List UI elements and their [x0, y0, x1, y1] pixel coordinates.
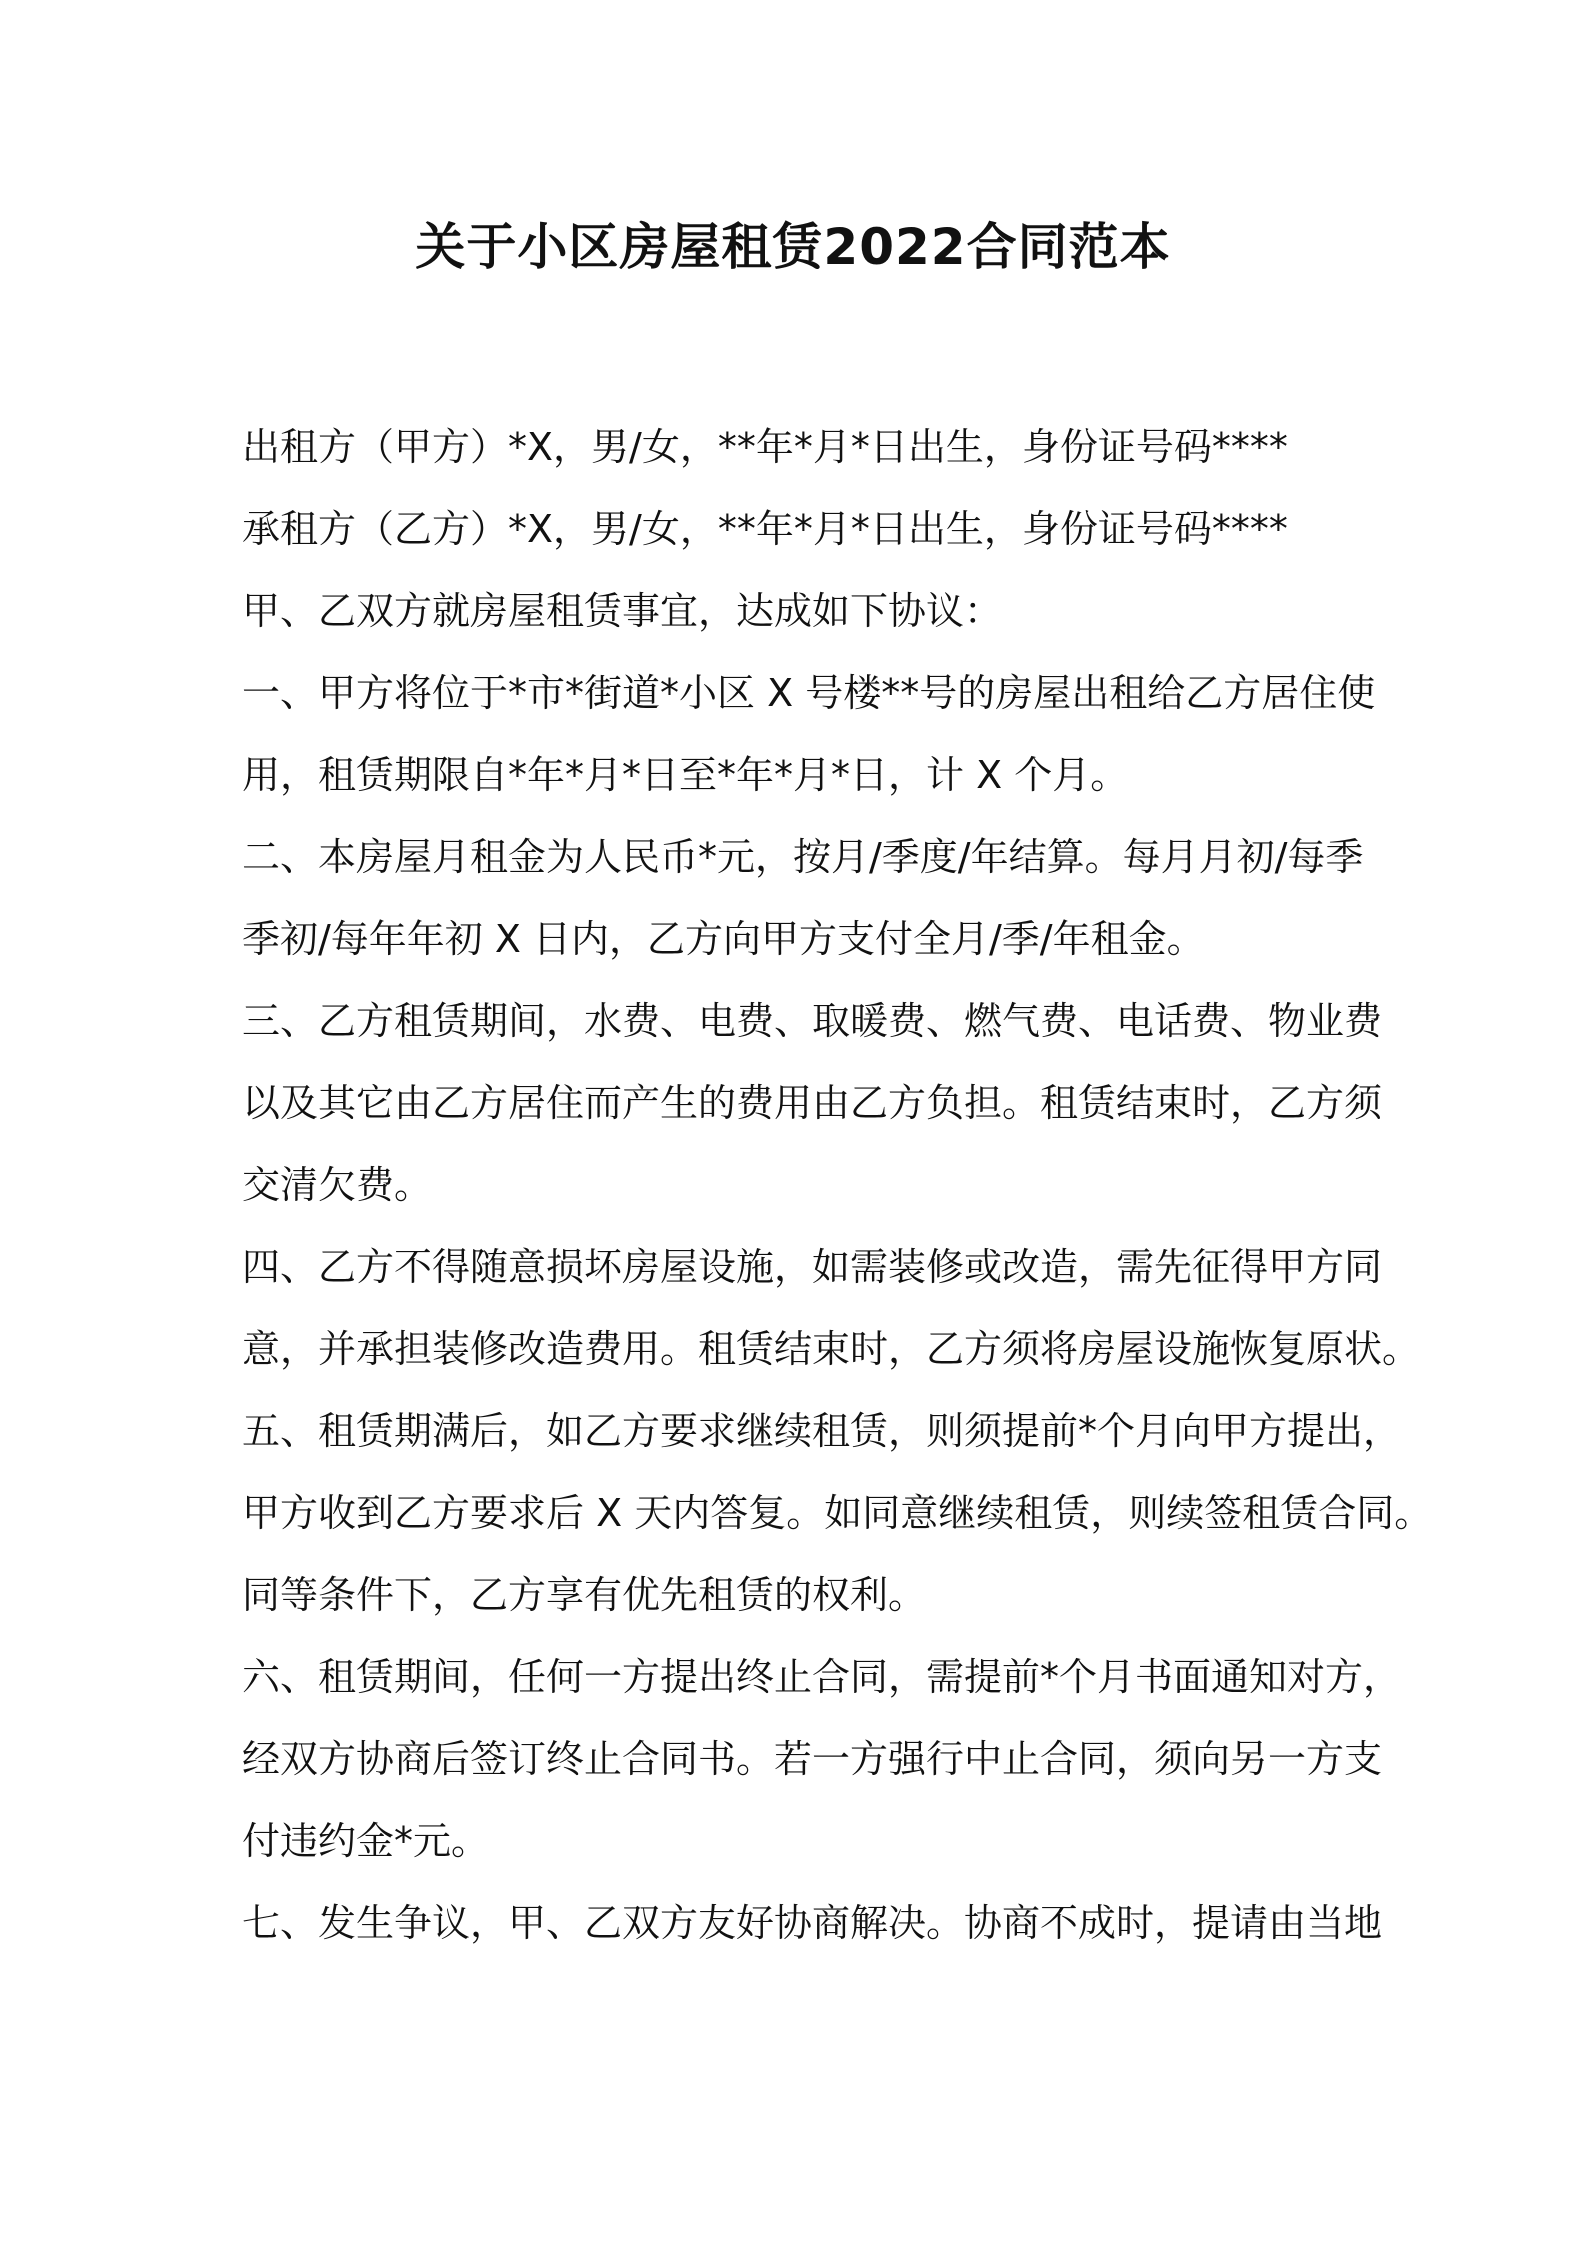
text-line-clause-5-cont: 甲方收到乙方要求后 X 天内答复。如同意继续租赁，则续签租赁合同。	[242, 1491, 1433, 1535]
text-line-clause-5-end: 同等条件下，乙方享有优先租赁的权利。	[242, 1573, 927, 1617]
text-line-clause-6-cont: 经双方协商后签订终止合同书。若一方强行中止合同，须向另一方支	[242, 1737, 1383, 1781]
text-line-party-b: 承租方（乙方）*X，男/女，**年*月*日出生，身份证号码****	[242, 507, 1288, 551]
text-line-clause-3: 三、乙方租赁期间，水费、电费、取暖费、燃气费、电话费、物业费	[242, 999, 1383, 1043]
text-line-clause-1: 一、甲方将位于*市*街道*小区 X 号楼**号的房屋出租给乙方居住使	[242, 671, 1376, 715]
text-line-clause-3-end: 交清欠费。	[242, 1163, 433, 1207]
text-line-clause-5: 五、租赁期满后，如乙方要求继续租赁，则须提前*个月向甲方提出，	[242, 1409, 1402, 1453]
text-line-clause-2-cont: 季初/每年年初 X 日内，乙方向甲方支付全月/季/年租金。	[242, 917, 1205, 961]
document-title: 关于小区房屋租赁2022合同范本	[415, 218, 1171, 276]
text-line-clause-7: 七、发生争议，甲、乙双方友好协商解决。协商不成时，提请由当地	[242, 1901, 1383, 1945]
text-line-clause-6: 六、租赁期间，任何一方提出终止合同，需提前*个月书面通知对方，	[242, 1655, 1402, 1699]
text-line-agreement-intro: 甲、乙双方就房屋租赁事宜，达成如下协议：	[242, 589, 1003, 633]
document-body	[242, 406, 1433, 1964]
text-line-clause-4-cont: 意，并承担装修改造费用。租赁结束时，乙方须将房屋设施恢复原状。	[242, 1327, 1421, 1371]
text-line-clause-6-end: 付违约金*元。	[242, 1819, 490, 1863]
text-line-clause-3-cont: 以及其它由乙方居住而产生的费用由乙方负担。租赁结束时，乙方须	[242, 1081, 1383, 1125]
text-line-clause-4: 四、乙方不得随意损坏房屋设施，如需装修或改造，需先征得甲方同	[242, 1245, 1383, 1289]
text-line-clause-2: 二、本房屋月租金为人民币*元，按月/季度/年结算。每月月初/每季	[242, 835, 1364, 879]
text-line-clause-1-cont: 用，租赁期限自*年*月*日至*年*月*日，计 X 个月。	[242, 753, 1129, 797]
text-line-party-a: 出租方（甲方）*X，男/女，**年*月*日出生，身份证号码****	[242, 425, 1288, 469]
